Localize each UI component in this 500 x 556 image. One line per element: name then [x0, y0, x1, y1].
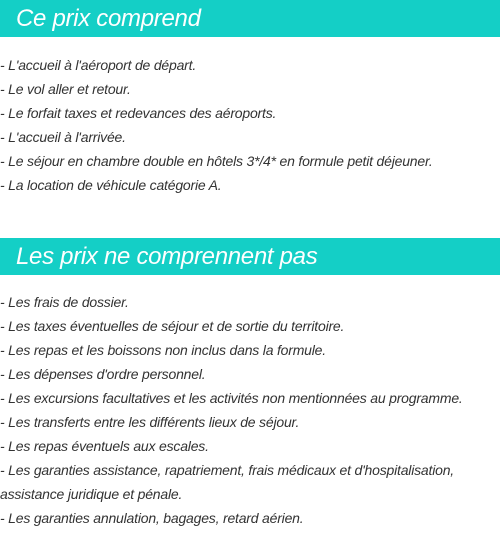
- list-item: - L'accueil à l'arrivée.: [0, 129, 126, 145]
- list-item: - Les frais de dossier.: [0, 294, 129, 310]
- list-item-continuation: assistance juridique et pénale.: [0, 486, 183, 502]
- list-item: - Les garanties assistance, rapatriement, frais médicaux et d'hospitalisation,: [0, 462, 454, 478]
- list-item: - Le séjour en chambre double en hôtels 3*/4* en formule petit déjeuner.: [0, 153, 433, 169]
- list-item: - Les taxes éventuelles de séjour et de sortie du territoire.: [0, 318, 345, 334]
- list-item: - L'accueil à l'aéroport de départ.: [0, 57, 197, 73]
- list-item: - Les garanties annulation, bagages, retard aérien.: [0, 510, 304, 526]
- list-item: - Les transferts entre les différents lieux de séjour.: [0, 414, 300, 430]
- section-title-included: Ce prix comprend: [0, 0, 500, 37]
- list-item: - Les excursions facultatives et les activités non mentionnées au programme.: [0, 390, 463, 406]
- list-item: - Le vol aller et retour.: [0, 81, 131, 97]
- list-item: - Les dépenses d'ordre personnel.: [0, 366, 206, 382]
- included-items-list: [0, 53, 500, 197]
- section-title-excluded: Les prix ne comprennent pas: [0, 238, 500, 275]
- list-item: - La location de véhicule catégorie A.: [0, 177, 222, 193]
- list-item: - Les repas et les boissons non inclus dans la formule.: [0, 342, 326, 358]
- excluded-items-list: [0, 290, 500, 530]
- list-item: - Les repas éventuels aux escales.: [0, 438, 209, 454]
- list-item: - Le forfait taxes et redevances des aéroports.: [0, 105, 277, 121]
